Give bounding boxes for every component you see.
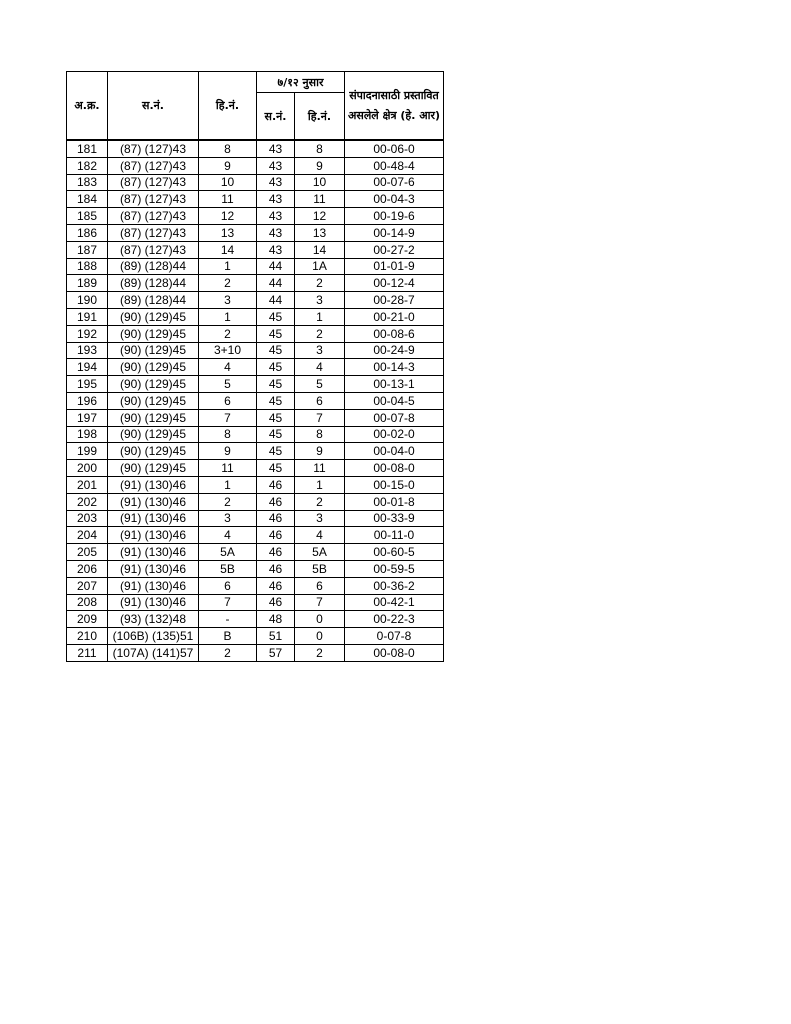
table-row [67, 174, 444, 191]
serial-cell: 192 [67, 325, 108, 342]
area-cell: 00-12-4 [345, 275, 444, 292]
hissa-712-cell: 1 [295, 476, 345, 493]
survey-no-cell: (90) (129)45 [108, 409, 199, 426]
hissa-712-cell: 7 [295, 409, 345, 426]
survey-712-cell: 45 [257, 392, 295, 409]
area-cell: 00-02-0 [345, 426, 444, 443]
survey-712-cell: 45 [257, 376, 295, 393]
area-cell: 00-59-5 [345, 560, 444, 577]
survey-no-cell: (90) (129)45 [108, 426, 199, 443]
table-row [67, 292, 444, 309]
table-row [67, 493, 444, 510]
survey-712-cell: 48 [257, 611, 295, 628]
hissa-712-cell: 2 [295, 493, 345, 510]
area-cell: 00-15-0 [345, 476, 444, 493]
hissa-712-cell: 12 [295, 208, 345, 225]
survey-712-cell: 43 [257, 174, 295, 191]
serial-cell: 211 [67, 644, 108, 661]
land-acquisition-table [66, 71, 444, 662]
table-row [67, 409, 444, 426]
table-row [67, 460, 444, 477]
table-row [67, 476, 444, 493]
hissa-no-cell: 7 [199, 409, 257, 426]
hissa-no-cell: 13 [199, 224, 257, 241]
survey-no-cell: (90) (129)45 [108, 359, 199, 376]
survey-no-cell: (87) (127)43 [108, 208, 199, 225]
survey-no-cell: (87) (127)43 [108, 174, 199, 191]
survey-no-cell: (87) (127)43 [108, 224, 199, 241]
table-row [67, 443, 444, 460]
hissa-712-cell: 0 [295, 611, 345, 628]
survey-no-cell: (87) (127)43 [108, 157, 199, 174]
serial-cell: 185 [67, 208, 108, 225]
table-body [67, 140, 444, 661]
survey-712-cell: 46 [257, 493, 295, 510]
hissa-712-cell: 8 [295, 426, 345, 443]
serial-cell: 183 [67, 174, 108, 191]
survey-no-cell: (90) (129)45 [108, 325, 199, 342]
hissa-no-cell: - [199, 611, 257, 628]
serial-cell: 207 [67, 577, 108, 594]
survey-712-cell: 43 [257, 191, 295, 208]
serial-cell: 198 [67, 426, 108, 443]
survey-no-cell: (90) (129)45 [108, 460, 199, 477]
header-serial-no: अ.क्र. [67, 72, 108, 141]
table-row [67, 426, 444, 443]
table-row [67, 325, 444, 342]
area-cell: 00-04-0 [345, 443, 444, 460]
hissa-no-cell: 8 [199, 426, 257, 443]
survey-712-cell: 45 [257, 308, 295, 325]
hissa-no-cell: 2 [199, 325, 257, 342]
table-row [67, 376, 444, 393]
table-row [67, 392, 444, 409]
area-cell: 00-06-0 [345, 140, 444, 157]
serial-cell: 196 [67, 392, 108, 409]
hissa-no-cell: 2 [199, 644, 257, 661]
survey-no-cell: (89) (128)44 [108, 275, 199, 292]
area-cell: 00-13-1 [345, 376, 444, 393]
hissa-no-cell: 4 [199, 359, 257, 376]
survey-no-cell: (89) (128)44 [108, 292, 199, 309]
survey-712-cell: 46 [257, 544, 295, 561]
survey-no-cell: (91) (130)46 [108, 527, 199, 544]
survey-no-cell: (89) (128)44 [108, 258, 199, 275]
survey-no-cell: (91) (130)46 [108, 476, 199, 493]
hissa-712-cell: 0 [295, 628, 345, 645]
hissa-no-cell: 12 [199, 208, 257, 225]
serial-cell: 208 [67, 594, 108, 611]
table-row [67, 208, 444, 225]
hissa-712-cell: 4 [295, 527, 345, 544]
table-row [67, 611, 444, 628]
hissa-712-cell: 2 [295, 275, 345, 292]
hissa-no-cell: 8 [199, 140, 257, 157]
survey-712-cell: 46 [257, 560, 295, 577]
serial-cell: 202 [67, 493, 108, 510]
survey-712-cell: 45 [257, 460, 295, 477]
hissa-no-cell: B [199, 628, 257, 645]
area-cell: 00-08-0 [345, 460, 444, 477]
hissa-no-cell: 1 [199, 476, 257, 493]
survey-712-cell: 45 [257, 342, 295, 359]
serial-cell: 187 [67, 241, 108, 258]
area-cell: 00-24-9 [345, 342, 444, 359]
hissa-712-cell: 5 [295, 376, 345, 393]
survey-no-cell: (87) (127)43 [108, 140, 199, 157]
hissa-no-cell: 6 [199, 577, 257, 594]
hissa-no-cell: 3 [199, 510, 257, 527]
area-cell: 00-08-0 [345, 644, 444, 661]
area-cell: 00-04-5 [345, 392, 444, 409]
area-cell: 00-48-4 [345, 157, 444, 174]
survey-no-cell: (90) (129)45 [108, 342, 199, 359]
serial-cell: 200 [67, 460, 108, 477]
area-cell: 00-19-6 [345, 208, 444, 225]
hissa-no-cell: 1 [199, 258, 257, 275]
survey-no-cell: (90) (129)45 [108, 392, 199, 409]
survey-712-cell: 57 [257, 644, 295, 661]
survey-712-cell: 44 [257, 292, 295, 309]
area-cell: 00-36-2 [345, 577, 444, 594]
serial-cell: 188 [67, 258, 108, 275]
serial-cell: 182 [67, 157, 108, 174]
table-row [67, 157, 444, 174]
hissa-712-cell: 1A [295, 258, 345, 275]
hissa-712-cell: 2 [295, 644, 345, 661]
serial-cell: 201 [67, 476, 108, 493]
area-cell: 00-28-7 [345, 292, 444, 309]
serial-cell: 197 [67, 409, 108, 426]
survey-no-cell: (90) (129)45 [108, 308, 199, 325]
hissa-no-cell: 3+10 [199, 342, 257, 359]
hissa-no-cell: 9 [199, 443, 257, 460]
survey-712-cell: 44 [257, 258, 295, 275]
table-row [67, 191, 444, 208]
survey-no-cell: (87) (127)43 [108, 241, 199, 258]
hissa-712-cell: 2 [295, 325, 345, 342]
hissa-no-cell: 4 [199, 527, 257, 544]
survey-no-cell: (91) (130)46 [108, 544, 199, 561]
survey-no-cell: (91) (130)46 [108, 560, 199, 577]
serial-cell: 189 [67, 275, 108, 292]
table-row [67, 342, 444, 359]
hissa-no-cell: 2 [199, 275, 257, 292]
survey-712-cell: 43 [257, 224, 295, 241]
hissa-712-cell: 6 [295, 392, 345, 409]
hissa-712-cell: 9 [295, 157, 345, 174]
serial-cell: 190 [67, 292, 108, 309]
table-header [67, 72, 444, 141]
survey-712-cell: 44 [257, 275, 295, 292]
hissa-no-cell: 2 [199, 493, 257, 510]
hissa-no-cell: 10 [199, 174, 257, 191]
serial-cell: 206 [67, 560, 108, 577]
header-survey-no: स.नं. [108, 72, 199, 141]
hissa-712-cell: 3 [295, 510, 345, 527]
survey-712-cell: 46 [257, 527, 295, 544]
serial-cell: 193 [67, 342, 108, 359]
survey-no-cell: (91) (130)46 [108, 577, 199, 594]
survey-712-cell: 43 [257, 140, 295, 157]
area-cell: 00-11-0 [345, 527, 444, 544]
survey-712-cell: 43 [257, 157, 295, 174]
hissa-712-cell: 11 [295, 191, 345, 208]
hissa-712-cell: 3 [295, 342, 345, 359]
header-712-hissa-no: हि.नं. [295, 93, 345, 141]
hissa-712-cell: 11 [295, 460, 345, 477]
hissa-no-cell: 9 [199, 157, 257, 174]
survey-no-cell: (91) (130)46 [108, 493, 199, 510]
survey-no-cell: (90) (129)45 [108, 443, 199, 460]
hissa-no-cell: 11 [199, 460, 257, 477]
hissa-no-cell: 5 [199, 376, 257, 393]
area-cell: 00-22-3 [345, 611, 444, 628]
survey-no-cell: (106B) (135)51 [108, 628, 199, 645]
survey-no-cell: (107A) (141)57 [108, 644, 199, 661]
hissa-712-cell: 5B [295, 560, 345, 577]
serial-cell: 209 [67, 611, 108, 628]
survey-no-cell: (91) (130)46 [108, 594, 199, 611]
table-row [67, 544, 444, 561]
survey-712-cell: 43 [257, 208, 295, 225]
hissa-712-cell: 4 [295, 359, 345, 376]
serial-cell: 194 [67, 359, 108, 376]
survey-712-cell: 45 [257, 443, 295, 460]
table-row [67, 308, 444, 325]
area-cell: 01-01-9 [345, 258, 444, 275]
table-row [67, 359, 444, 376]
hissa-712-cell: 5A [295, 544, 345, 561]
survey-712-cell: 51 [257, 628, 295, 645]
survey-712-cell: 46 [257, 594, 295, 611]
hissa-no-cell: 5B [199, 560, 257, 577]
survey-no-cell: (87) (127)43 [108, 191, 199, 208]
table-row [67, 527, 444, 544]
survey-712-cell: 43 [257, 241, 295, 258]
hissa-712-cell: 6 [295, 577, 345, 594]
header-proposed-area: संपादनासाठी प्रस्तावित असलेले क्षेत्र (हे. आर) [345, 72, 444, 141]
table-row [67, 510, 444, 527]
hissa-712-cell: 8 [295, 140, 345, 157]
survey-no-cell: (90) (129)45 [108, 376, 199, 393]
header-hissa-no: हि.नं. [199, 72, 257, 141]
survey-712-cell: 45 [257, 325, 295, 342]
hissa-no-cell: 7 [199, 594, 257, 611]
survey-no-cell: (93) (132)48 [108, 611, 199, 628]
area-cell: 00-01-8 [345, 493, 444, 510]
header-712-survey-no: स.नं. [257, 93, 295, 141]
area-cell: 00-08-6 [345, 325, 444, 342]
header-as-per-712: ७/१२ नुसार [257, 72, 345, 93]
area-cell: 00-14-9 [345, 224, 444, 241]
area-cell: 00-42-1 [345, 594, 444, 611]
serial-cell: 203 [67, 510, 108, 527]
table-row [67, 628, 444, 645]
serial-cell: 205 [67, 544, 108, 561]
area-cell: 00-60-5 [345, 544, 444, 561]
area-cell: 00-14-3 [345, 359, 444, 376]
table-row [67, 241, 444, 258]
table-row [67, 258, 444, 275]
hissa-no-cell: 14 [199, 241, 257, 258]
hissa-712-cell: 13 [295, 224, 345, 241]
serial-cell: 210 [67, 628, 108, 645]
hissa-712-cell: 10 [295, 174, 345, 191]
hissa-no-cell: 5A [199, 544, 257, 561]
serial-cell: 181 [67, 140, 108, 157]
survey-712-cell: 45 [257, 359, 295, 376]
serial-cell: 204 [67, 527, 108, 544]
table-row [67, 594, 444, 611]
table-row [67, 644, 444, 661]
hissa-712-cell: 1 [295, 308, 345, 325]
hissa-712-cell: 7 [295, 594, 345, 611]
survey-no-cell: (91) (130)46 [108, 510, 199, 527]
area-cell: 00-21-0 [345, 308, 444, 325]
hissa-712-cell: 3 [295, 292, 345, 309]
area-cell: 00-33-9 [345, 510, 444, 527]
table-row [67, 560, 444, 577]
serial-cell: 195 [67, 376, 108, 393]
serial-cell: 186 [67, 224, 108, 241]
table-row [67, 275, 444, 292]
survey-712-cell: 46 [257, 510, 295, 527]
area-cell: 0-07-8 [345, 628, 444, 645]
hissa-712-cell: 14 [295, 241, 345, 258]
table-row [67, 224, 444, 241]
serial-cell: 184 [67, 191, 108, 208]
hissa-712-cell: 9 [295, 443, 345, 460]
hissa-no-cell: 1 [199, 308, 257, 325]
survey-712-cell: 45 [257, 426, 295, 443]
survey-712-cell: 46 [257, 476, 295, 493]
table-row [67, 577, 444, 594]
area-cell: 00-07-6 [345, 174, 444, 191]
serial-cell: 191 [67, 308, 108, 325]
survey-712-cell: 46 [257, 577, 295, 594]
table-row [67, 140, 444, 157]
hissa-no-cell: 11 [199, 191, 257, 208]
survey-712-cell: 45 [257, 409, 295, 426]
area-cell: 00-04-3 [345, 191, 444, 208]
hissa-no-cell: 3 [199, 292, 257, 309]
area-cell: 00-27-2 [345, 241, 444, 258]
serial-cell: 199 [67, 443, 108, 460]
hissa-no-cell: 6 [199, 392, 257, 409]
area-cell: 00-07-8 [345, 409, 444, 426]
